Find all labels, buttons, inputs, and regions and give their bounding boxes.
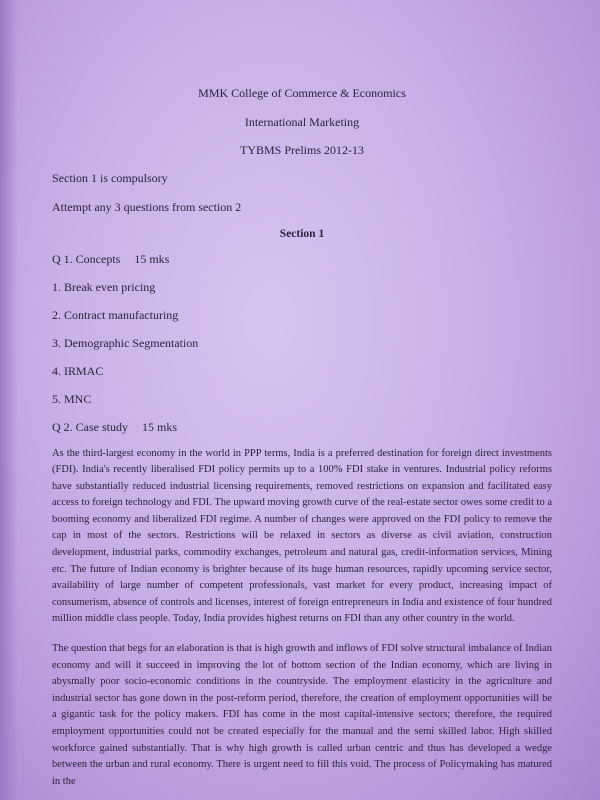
exam-title: TYBMS Prelims 2012-13 — [239, 143, 364, 157]
question-1-heading — [52, 252, 552, 267]
concept-item: 2. Contract manufacturing — [52, 307, 179, 322]
paper-shadow — [0, 0, 18, 800]
question-2-heading — [52, 420, 552, 435]
case-study-paragraph-2: The question that begs for an elaboration is that is high growth and inflows of FDI solve structural imbalance of Indian economy and will it succeed in improving the lot of bottom section of the Indian economy, which are living in abysmally poor socio-economic conditions in the countryside. The employment elasticity in the agriculture and industrial sector has gone down in the post-reform period, therefore, the creation of employment opportunities will be a gigantic task for the policy makers. FDI has come in the most capital-intensive sectors; therefore, the required employment opportunities could not be created especially for the manual and the semi skilled labor. High skilled workforce gained substantially. That is why high growth is called urban centric and thus has developed a wedge between the urban and rural economy. There is urgent need to fill this void. The process of Policymaking has matured in the — [52, 643, 552, 787]
concept-item: 3. Demographic Segmentation — [52, 335, 199, 350]
question-2-label: Q 2. Case study — [52, 419, 128, 434]
question-1-marks: 15 mks — [134, 251, 170, 266]
document-content — [52, 86, 552, 790]
college-name: MMK College of Commerce & Economics — [198, 86, 406, 100]
concept-item: 1. Break even pricing — [52, 279, 156, 294]
question-1-label: Q 1. Concepts — [52, 251, 121, 266]
case-study-paragraph-1: As the third-largest economy in the world in PPP terms, India is a preferred destination for foreign direct investments (FDI). India's recently liberalised FDI policy permits up to a 100% FDI stake in ventures. Industrial policy reforms have substantially reduced industrial licensing requirements, removed restrictions on expansion and facilitated easy access to foreign technology and FDI. The upward moving growth curve of the real-estate sector owes some credit to a booming economy and liberalized FDI regime. A number of changes were approved on the FDI policy to remove the cap in most of the sectors. Restrictions will be relaxed in sectors as diverse as civil aviation, construction development, industrial parks, commodity exchanges, petroleum and natural gas, credit-information services, Mining etc. The future of Indian economy is brighter because of its huge human resources, rapidly upcoming service sector, availability of large number of competent professionals, vast market for every product, increasing impact of consumerism, absence of controls and licenses, interest of foreign entrepreneurs in India and existence of four hundred million middle class people. Today, India provides highest returns on FDI than any other country in the world. — [52, 447, 552, 625]
concept-item: 5. MNC — [52, 391, 92, 406]
question-2-marks: 15 mks — [142, 419, 178, 434]
instruction-2: Attempt any 3 questions from section 2 — [52, 200, 242, 214]
section-heading: Section 1 — [279, 228, 325, 240]
subject-title: International Marketing — [244, 115, 360, 129]
concept-item: 4. IRMAC — [52, 363, 104, 378]
instruction-1: Section 1 is compulsory — [52, 171, 168, 185]
